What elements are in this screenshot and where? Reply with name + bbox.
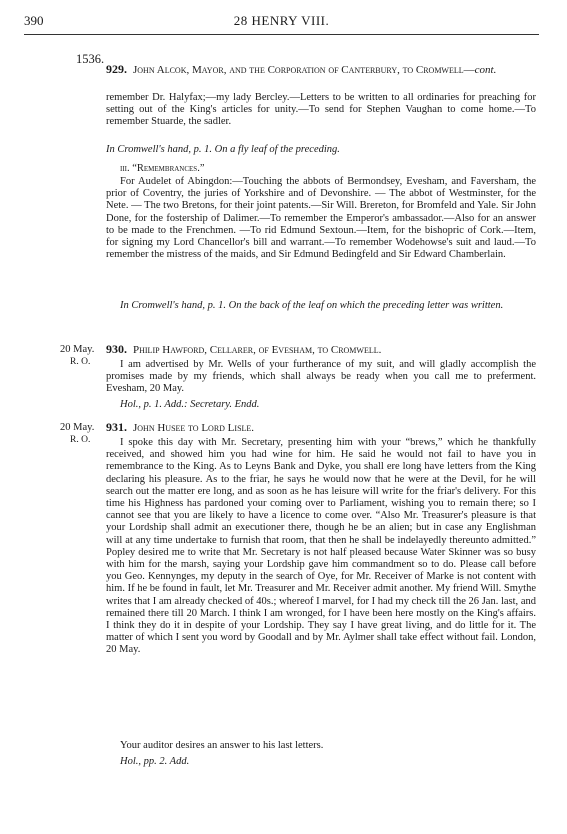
entry-930-body: I am advertised by Mr. Wells of your furtherance of my suit, and will gladly accomplish the promises made by my friends, which shall always be ready when you call me to preferment. Evesham, 20 May. <box>106 359 536 395</box>
year-label: 1536. <box>76 52 105 66</box>
entry-929-note-1: In Cromwell's hand, p. 1. On a fly leaf of the preceding. <box>106 144 340 155</box>
cont-label: cont. <box>474 64 497 76</box>
entry-931-heading <box>106 421 536 435</box>
entry-title: John Husee to Lord Lisle. <box>133 422 255 434</box>
entry-title: John Alcok, Mayor, and the Corporation of Canterbury, to Cromwell— <box>133 64 475 76</box>
entry-931-note: Hol., pp. 2. Add. <box>120 756 190 767</box>
page-number: 390 <box>24 13 44 28</box>
entry-date: 20 May. <box>60 344 95 355</box>
page-header <box>24 13 539 29</box>
remembrances-title: iii. “Remembrances.” <box>120 163 205 174</box>
entry-929-body: remember Dr. Halyfax;—my lady Bercley.—Letters to be written to all ordinaries for preaching for setting out of the King's articles for unity.—To send for Stephen Vaughan to come home.—To remember Stuarde, the sadler. <box>106 92 536 128</box>
entry-931-postscript: Your auditor desires an answer to his last letters. <box>120 740 324 751</box>
entry-number: 929. <box>106 62 127 76</box>
archive-ref: R. O. <box>70 435 91 445</box>
entry-930-margin <box>60 344 106 368</box>
entry-number: 931. <box>106 420 127 434</box>
entry-930-note: Hol., p. 1. Add.: Secretary. Endd. <box>120 399 260 410</box>
entry-931-margin <box>60 422 106 446</box>
entry-930-heading <box>106 343 536 357</box>
entry-date: 20 May. <box>60 422 95 433</box>
entry-931-body: I spoke this day with Mr. Secretary, presenting him with your “brews,” which he thankfully received, and showed him you had wine for him. He said he would not fail to have you in remembrance to the King. As to Leyns Bank and Dyke, you shall ere long have letters from the King declaring his pleasure. As to the friar, he says he would now that he were at the Devil, for he will search out the matter ere long, and as soon as he has leisure will write for the friar's delivery. For this time his Highness has pardoned your coming over to Parliament, wishing you to remain there; so I cannot see that you are likely to have a licence to come over. “Also Mr. Treasurer's pleasure is that your Lordship shall admit an executioner there, though he be an alien; but in case any Englishman will at any time undertake to furnish that room, that then he shall be indelayedly thereunto admitted.” Popley desired me to write that Mr. Secretary is not half pleased because Water Skinner was so busy with him for the marsh, saying your Lordship gave him commandment so to do. Please call before you Geo. Kennynges, my deputy in the search of Oye, for Mr. Receiver of Marke is not content with him. If he be found in fault, let Mr. Treasurer and Mr. Receiver admit another. My friend Will. Smythe writes that I am already checked of 40s.; whereof I marvel, for I had my check till the 26 Jan. last, and remained there till 20 March. I think I am wronged, for I have been here mostly on the King's affairs. I think they do it in despite of your Lordship. They say I have great living, and do little for it. The matter of which I sent you word by Goodall and by Mr. Aylmer shall take effect without fail. London, 20 May. <box>106 437 536 656</box>
running-title: 28 HENRY VIII. <box>233 13 330 28</box>
entry-929-heading <box>106 63 536 77</box>
header-rule <box>24 34 539 35</box>
archive-ref: R. O. <box>70 357 91 367</box>
remembrances-body: For Audelet of Abingdon:—Touching the abbots of Bermondsey, Evesham, and Faversham, the prior of Coventry, the juries of Yorkshire and of Devonshire. — The abbot of Westminster, for the Nete. — The two Bretons, for their joint patents.—Sir Will. Brereton, for Bromfeld and Yale. Sir John Done, for the fostership of Dalimer.—To remember the Emperor's ambassador.—Also for an answer to be made to the Frenchmen. —To rid Edmund Sextoun.—Item, for the bishopric of Cork.—Item, for signing my Lord Chancellor's bill and warrant.—To remember Wodehowse's suit and laud.—To remember the mistress of the maids, and Sir Edmund Bedingfeld and Sir Edward Chamberlain. <box>106 176 536 261</box>
entry-title: Philip Hawford, Cellarer, of Evesham, to Cromwell. <box>133 344 382 356</box>
entry-929-note-2: In Cromwell's hand, p. 1. On the back of the leaf on which the preceding letter was written. <box>120 300 504 311</box>
entry-number: 930. <box>106 342 127 356</box>
